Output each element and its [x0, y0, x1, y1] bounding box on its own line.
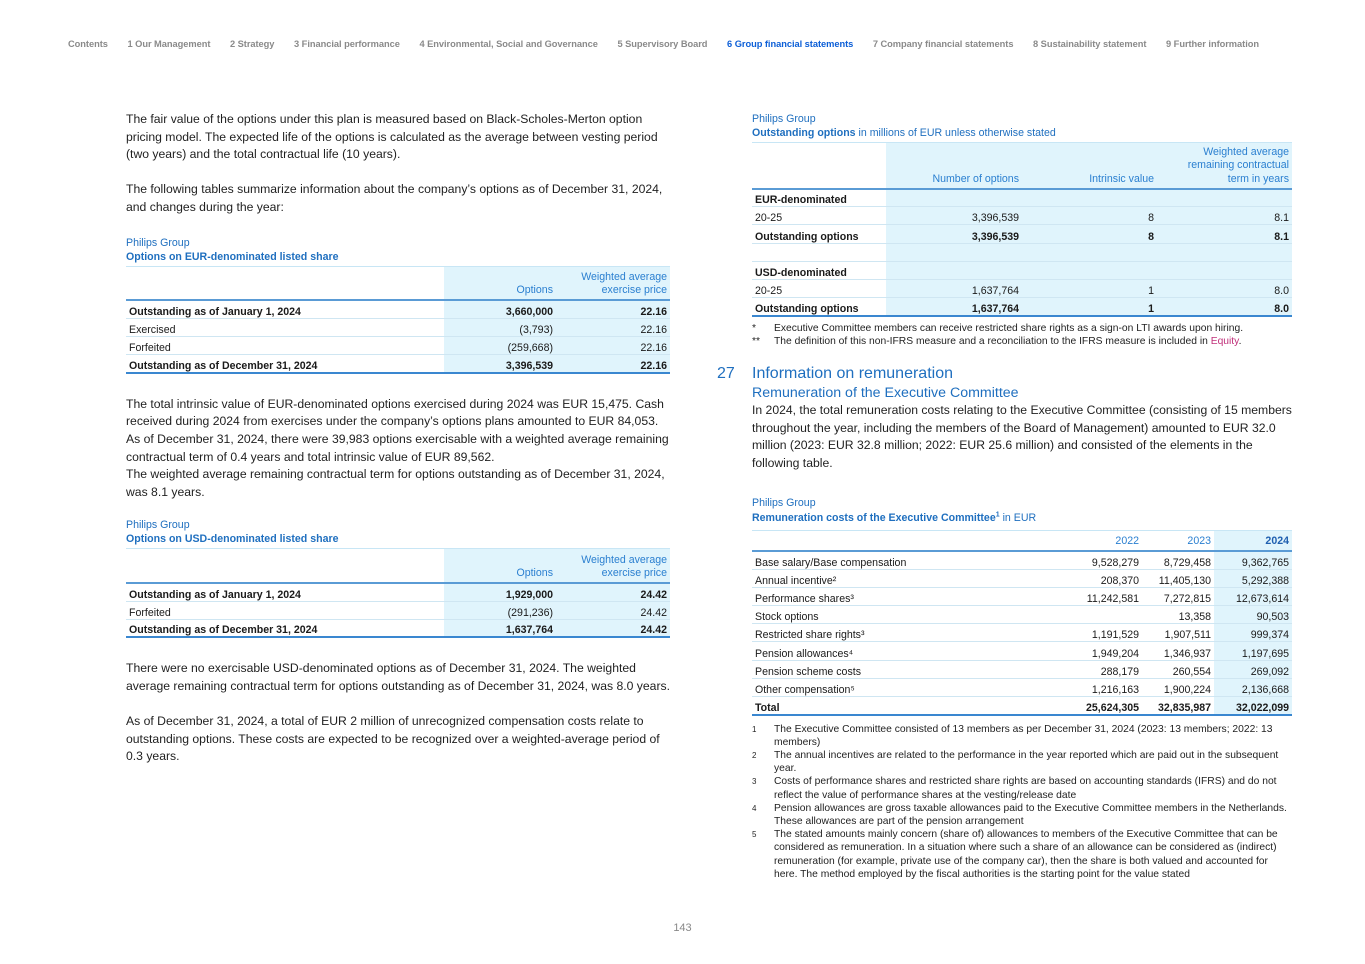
group-row-usd: USD-denominated: [752, 261, 1292, 279]
usd-header-price: Weighted average exercise price: [556, 549, 670, 583]
nav-group-financial-statements[interactable]: 6 Group financial statements: [727, 39, 854, 49]
outstanding-footnotes: [752, 322, 1292, 348]
table-row: Forfeited (259,668) 22.16: [126, 336, 670, 354]
usd-table-title: Options on USD-denominated listed share: [126, 533, 339, 546]
table-row-total: Total 25,624,305 32,835,987 32,022,099: [752, 696, 1292, 714]
table-row-total: Outstanding options 3,396,539 8 8.1: [752, 225, 1292, 243]
footnote: 3 Costs of performance shares and restricted share rights are based on accounting standards (IFRS) and do not reflect the value of performance shares at the vesting/release date: [752, 776, 1277, 801]
eur-table-title: Options on EUR-denominated listed share: [126, 250, 339, 263]
header-2023: 2023: [1187, 535, 1211, 548]
header-remaining-term: Weighted average remaining contractual term in years: [1157, 143, 1292, 189]
left-column: [126, 111, 670, 766]
table-row: Base salary/Base compensation 9,528,279 8,729,458 9,362,765: [752, 551, 1292, 569]
outstanding-table-org: Philips Group: [752, 113, 816, 125]
table-row: Outstanding as of January 1, 2024 1,929,000 24.42: [126, 583, 670, 601]
nav-strategy[interactable]: 2 Strategy: [229, 39, 275, 49]
table-row: Restricted share rights³ 1,191,529 1,907,511 999,374: [752, 624, 1292, 642]
nav-financial-performance[interactable]: 3 Financial performance: [294, 39, 400, 49]
usd-options-table: [126, 548, 670, 638]
remuneration-table: [752, 530, 1292, 715]
table-row-total: Outstanding as of December 31, 2024 3,396,539 22.16: [126, 355, 670, 373]
intro-paragraph-2: The following tables summarize information about the company’s options as of December 31, 2024, and changes during the year:: [126, 182, 663, 214]
nav-supervisory-board[interactable]: 5 Supervisory Board: [617, 39, 708, 49]
footnote: 2 The annual incentives are related to the performance in the year reported which are paid out in the subsequent year.: [752, 749, 1279, 775]
equity-link[interactable]: Equity: [1210, 336, 1239, 348]
outstanding-table-title: Outstanding options in millions of EUR unless otherwise stated: [752, 127, 1056, 139]
section-title: Information on remuneration: [752, 365, 953, 382]
table-row: 20-25 3,396,539 8 8.1: [752, 207, 1292, 225]
footnote: 4 Pension allowances are gross taxable allowances paid to the Executive Committee members in the Netherlands. These allowances are part of the pension arrangement: [752, 802, 1287, 827]
eur-options-table: [126, 266, 670, 374]
usd-header-label: [126, 549, 444, 583]
remuneration-footnotes: [752, 723, 1292, 881]
right-column: [752, 112, 1292, 348]
nav-company-financial-statements[interactable]: 7 Company financial statements: [872, 39, 1014, 49]
footnote: 5 The stated amounts mainly concern (share of) allowances to members of the Executive Committee that can be considered as remuneration. In a situation where such a share of an allowance can be considered as (indirect) remuneration (for example, private use of the company car), then the share is both valued and accounted for here. The method employed by the fiscal authorities is the starting point for the value stated: [752, 829, 1278, 880]
usd-exercisable-paragraph: There were no exercisable USD-denominated options as of December 31, 2024. The weighted average remaining contractual term for options outstanding as of December 31, 2024, was 8.0 years.: [126, 661, 670, 694]
remaining-term-paragraph: The weighted average remaining contractual term for options outstanding as of December 31, 2024, was 8.1 years.: [126, 467, 665, 499]
header-2022: 2022: [1115, 535, 1139, 548]
table-row: Other compensation⁵ 1,216,163 1,900,224 2,136,668: [752, 678, 1292, 696]
table-row: Performance shares³ 11,242,581 7,272,815 12,673,614: [752, 587, 1292, 605]
section-heading: [717, 365, 953, 383]
spacer-row: [752, 243, 1292, 261]
table-row: 20-25 1,637,764 1 8.0: [752, 279, 1292, 297]
footnote: * Executive Committee members can receive restricted share rights as a sign-on LTI awards upon hiring.: [752, 322, 1244, 334]
nav-contents[interactable]: Contents: [68, 39, 108, 49]
outstanding-options-table: [752, 142, 1292, 317]
remuneration-table-org: Philips Group: [752, 497, 816, 510]
table-row: Pension scheme costs 288,179 260,554 269,092: [752, 660, 1292, 678]
remuneration-table-title: Remuneration costs of the Executive Committee$^1$ in EUR: [752, 511, 1037, 525]
group-row-eur: EUR-denominated: [752, 189, 1292, 207]
footnote: ** The definition of this non-IFRS measure and a reconciliation to the IFRS measure is included in Equity.: [752, 336, 1242, 348]
remuneration-paragraph: In 2024, the total remuneration costs relating to the Executive Committee (consisting of 15 members throughout the year, including the members of the Board of Management) amounted to EUR 32.0 million (2023: EUR 32.8 million; 2022: EUR 25.6 million) and consisted of the elements in the following table.: [752, 403, 1292, 470]
table-row: Forfeited (291,236) 24.42: [126, 601, 670, 619]
page-number: 143: [673, 922, 692, 934]
table-row: Pension allowances⁴ 1,949,204 1,346,937 1,197,695: [752, 642, 1292, 660]
footnote: 1 The Executive Committee consisted of 13 members as per December 31, 2024 (2023: 13 members; 2022: 13 members): [752, 723, 1273, 748]
eur-header-options: Options: [444, 266, 556, 300]
table-row: Outstanding as of January 1, 2024 3,660,000 22.16: [126, 300, 670, 318]
nav-esg[interactable]: 4 Environmental, Social and Governance: [419, 39, 598, 49]
header-2024: 2024: [1214, 531, 1292, 551]
eur-header-price: Weighted average exercise price: [556, 266, 670, 300]
table-row-total: Outstanding as of December 31, 2024 1,637,764 24.42: [126, 619, 670, 637]
unrecognized-costs-paragraph: As of December 31, 2024, a total of EUR 2 million of unrecognized compensation costs relate to outstanding options. These costs are expected to be recognized over a weighted-average period of 0.3 years.: [126, 714, 660, 764]
top-navigation: [68, 39, 1365, 53]
table-row: Annual incentive² 208,370 11,405,130 5,292,388: [752, 569, 1292, 587]
usd-header-options: Options: [444, 549, 556, 583]
remuneration-section: [752, 384, 1292, 881]
eur-table-org: Philips Group: [126, 236, 190, 249]
header-number-of-options: Number of options: [886, 143, 1022, 189]
header-intrinsic-value: Intrinsic value: [1022, 143, 1157, 189]
table-row: Stock options 13,358 90,503: [752, 605, 1292, 623]
nav-further-information[interactable]: 9 Further information: [1166, 39, 1259, 49]
eur-header-label: [126, 266, 444, 300]
table-row: Exercised (3,793) 22.16: [126, 318, 670, 336]
intrinsic-value-paragraph: The total intrinsic value of EUR-denominated options exercised during 2024 was EUR 15,475. Cash received during 2024 from exercises under the company’s options plans amounted to EUR 84,053. As of December 31, 2024, there were 39,983 options exercisable with a weighted average remaining contractual term of 0.4 years and total intrinsic value of EUR 89,562.: [126, 396, 669, 464]
section-subtitle: Remuneration of the Executive Committee: [752, 385, 1019, 401]
usd-table-org: Philips Group: [126, 519, 190, 532]
nav-our-management[interactable]: 1 Our Management: [127, 39, 211, 49]
nav-sustainability-statement[interactable]: 8 Sustainability statement: [1033, 39, 1147, 49]
table-row-total: Outstanding options 1,637,764 1 8.0: [752, 298, 1292, 316]
section-number: 27: [717, 365, 735, 382]
intro-paragraph-1: The fair value of the options under this plan is measured based on Black-Scholes-Merton option pricing model. The expected life of the options is calculated as the average between vesting period (two years) and the total contractual life (10 years).: [126, 112, 658, 162]
